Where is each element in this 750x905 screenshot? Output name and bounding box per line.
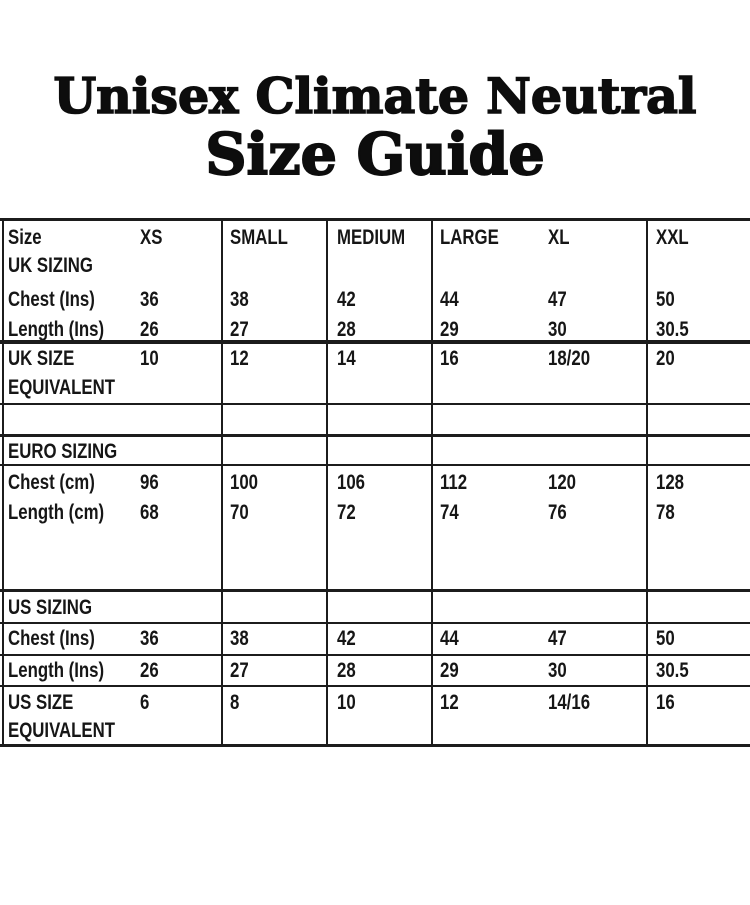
cell-value: XL: [548, 226, 570, 249]
cell-value: MEDIUM: [337, 226, 406, 249]
cell-value: 72: [337, 501, 356, 524]
cell-value: 26: [140, 659, 159, 682]
uk-length-row: [0, 318, 750, 342]
cell-value: 70: [230, 501, 249, 524]
cell-value: 44: [440, 627, 459, 650]
us-sizing-label: US SIZING: [8, 596, 93, 619]
cell-value: 47: [548, 627, 567, 650]
us-equivalent-label: EQUIVALENT: [8, 719, 116, 742]
uk-sizing-label-row: [0, 254, 750, 278]
cell-value: 38: [230, 288, 249, 311]
size-guide-table: [0, 218, 750, 747]
cell-value: 68: [140, 501, 159, 524]
cell-value: 42: [337, 627, 356, 650]
cell-value: 96: [140, 471, 159, 494]
cell-value: 27: [230, 659, 249, 682]
uk-equivalent-label-row: [0, 376, 750, 400]
cell-value: 106: [337, 471, 366, 494]
us-chest-band: [0, 622, 750, 654]
cell-value: 50: [656, 627, 675, 650]
uk-equivalent-label: EQUIVALENT: [8, 376, 116, 399]
cell-value: 30.5: [656, 659, 689, 682]
us-equivalent-label-row: [0, 719, 750, 743]
euro-sizing-band: [0, 434, 750, 464]
header-row: [0, 226, 750, 250]
uk-sizing-label: UK SIZING: [8, 254, 93, 277]
cell-value: 28: [337, 318, 356, 341]
cell-value: 27: [230, 318, 249, 341]
us-size-equivalent-row: [0, 691, 750, 715]
cell-value: 30.5: [656, 318, 689, 341]
us-chest-label: Chest (Ins): [8, 627, 95, 650]
cell-value: 28: [337, 659, 356, 682]
cell-value: 14: [337, 347, 356, 370]
cell-value: 29: [440, 659, 459, 682]
us-length-band: [0, 654, 750, 685]
us-sizing-band: [0, 589, 750, 622]
euro-length-row: [0, 501, 750, 525]
euro-sizing-label: EURO SIZING: [8, 440, 118, 463]
size-column-header: Size: [8, 226, 42, 249]
cell-value: 44: [440, 288, 459, 311]
cell-value: 16: [656, 691, 675, 714]
cell-value: 42: [337, 288, 356, 311]
us-length-row: [0, 659, 750, 683]
cell-value: SMALL: [230, 226, 288, 249]
cell-value: 78: [656, 501, 675, 524]
euro-sizing-label-row: [0, 440, 750, 464]
cell-value: 10: [140, 347, 159, 370]
cell-value: XXL: [656, 226, 689, 249]
cell-value: 20: [656, 347, 675, 370]
cell-value: 18/20: [548, 347, 591, 370]
cell-value: 6: [140, 691, 150, 714]
cell-value: 128: [656, 471, 685, 494]
us-size-equivalent-band: [0, 685, 750, 747]
cell-value: 12: [440, 691, 459, 714]
cell-value: 100: [230, 471, 259, 494]
us-size-equivalent-label: US SIZE: [8, 691, 74, 714]
cell-value: 30: [548, 659, 567, 682]
cell-value: 36: [140, 288, 159, 311]
cell-value: XS: [140, 226, 163, 249]
uk-size-equivalent-row: [0, 347, 750, 371]
us-chest-row: [0, 627, 750, 651]
title-line-1: Unisex Climate Neutral: [53, 67, 697, 125]
us-length-label: Length (Ins): [8, 659, 105, 682]
uk-chest-row: [0, 288, 750, 312]
us-sizing-label-row: [0, 596, 750, 620]
euro-chest-label: Chest (cm): [8, 471, 95, 494]
cell-value: 29: [440, 318, 459, 341]
uk-header-band: [0, 218, 750, 340]
spacer-band: [0, 403, 750, 434]
cell-value: LARGE: [440, 226, 499, 249]
cell-value: 112: [440, 471, 468, 494]
cell-value: 74: [440, 501, 459, 524]
cell-value: 36: [140, 627, 159, 650]
page-title: [0, 0, 750, 210]
cell-value: 30: [548, 318, 567, 341]
uk-length-label: Length (Ins): [8, 318, 105, 341]
cell-value: 8: [230, 691, 240, 714]
uk-chest-label: Chest (Ins): [8, 288, 95, 311]
euro-measurements-band: [0, 464, 750, 589]
cell-value: 10: [337, 691, 356, 714]
cell-value: 120: [548, 471, 577, 494]
title-line-2: Size Guide: [205, 121, 545, 188]
uk-size-equivalent-band: [0, 340, 750, 403]
uk-size-equivalent-label: UK SIZE: [8, 347, 75, 370]
cell-value: 16: [440, 347, 459, 370]
cell-value: 47: [548, 288, 567, 311]
cell-value: 26: [140, 318, 159, 341]
cell-value: 14/16: [548, 691, 591, 714]
euro-chest-row: [0, 471, 750, 495]
cell-value: 50: [656, 288, 675, 311]
cell-value: 76: [548, 501, 567, 524]
cell-value: 12: [230, 347, 249, 370]
cell-value: 38: [230, 627, 249, 650]
euro-length-label: Length (cm): [8, 501, 105, 524]
